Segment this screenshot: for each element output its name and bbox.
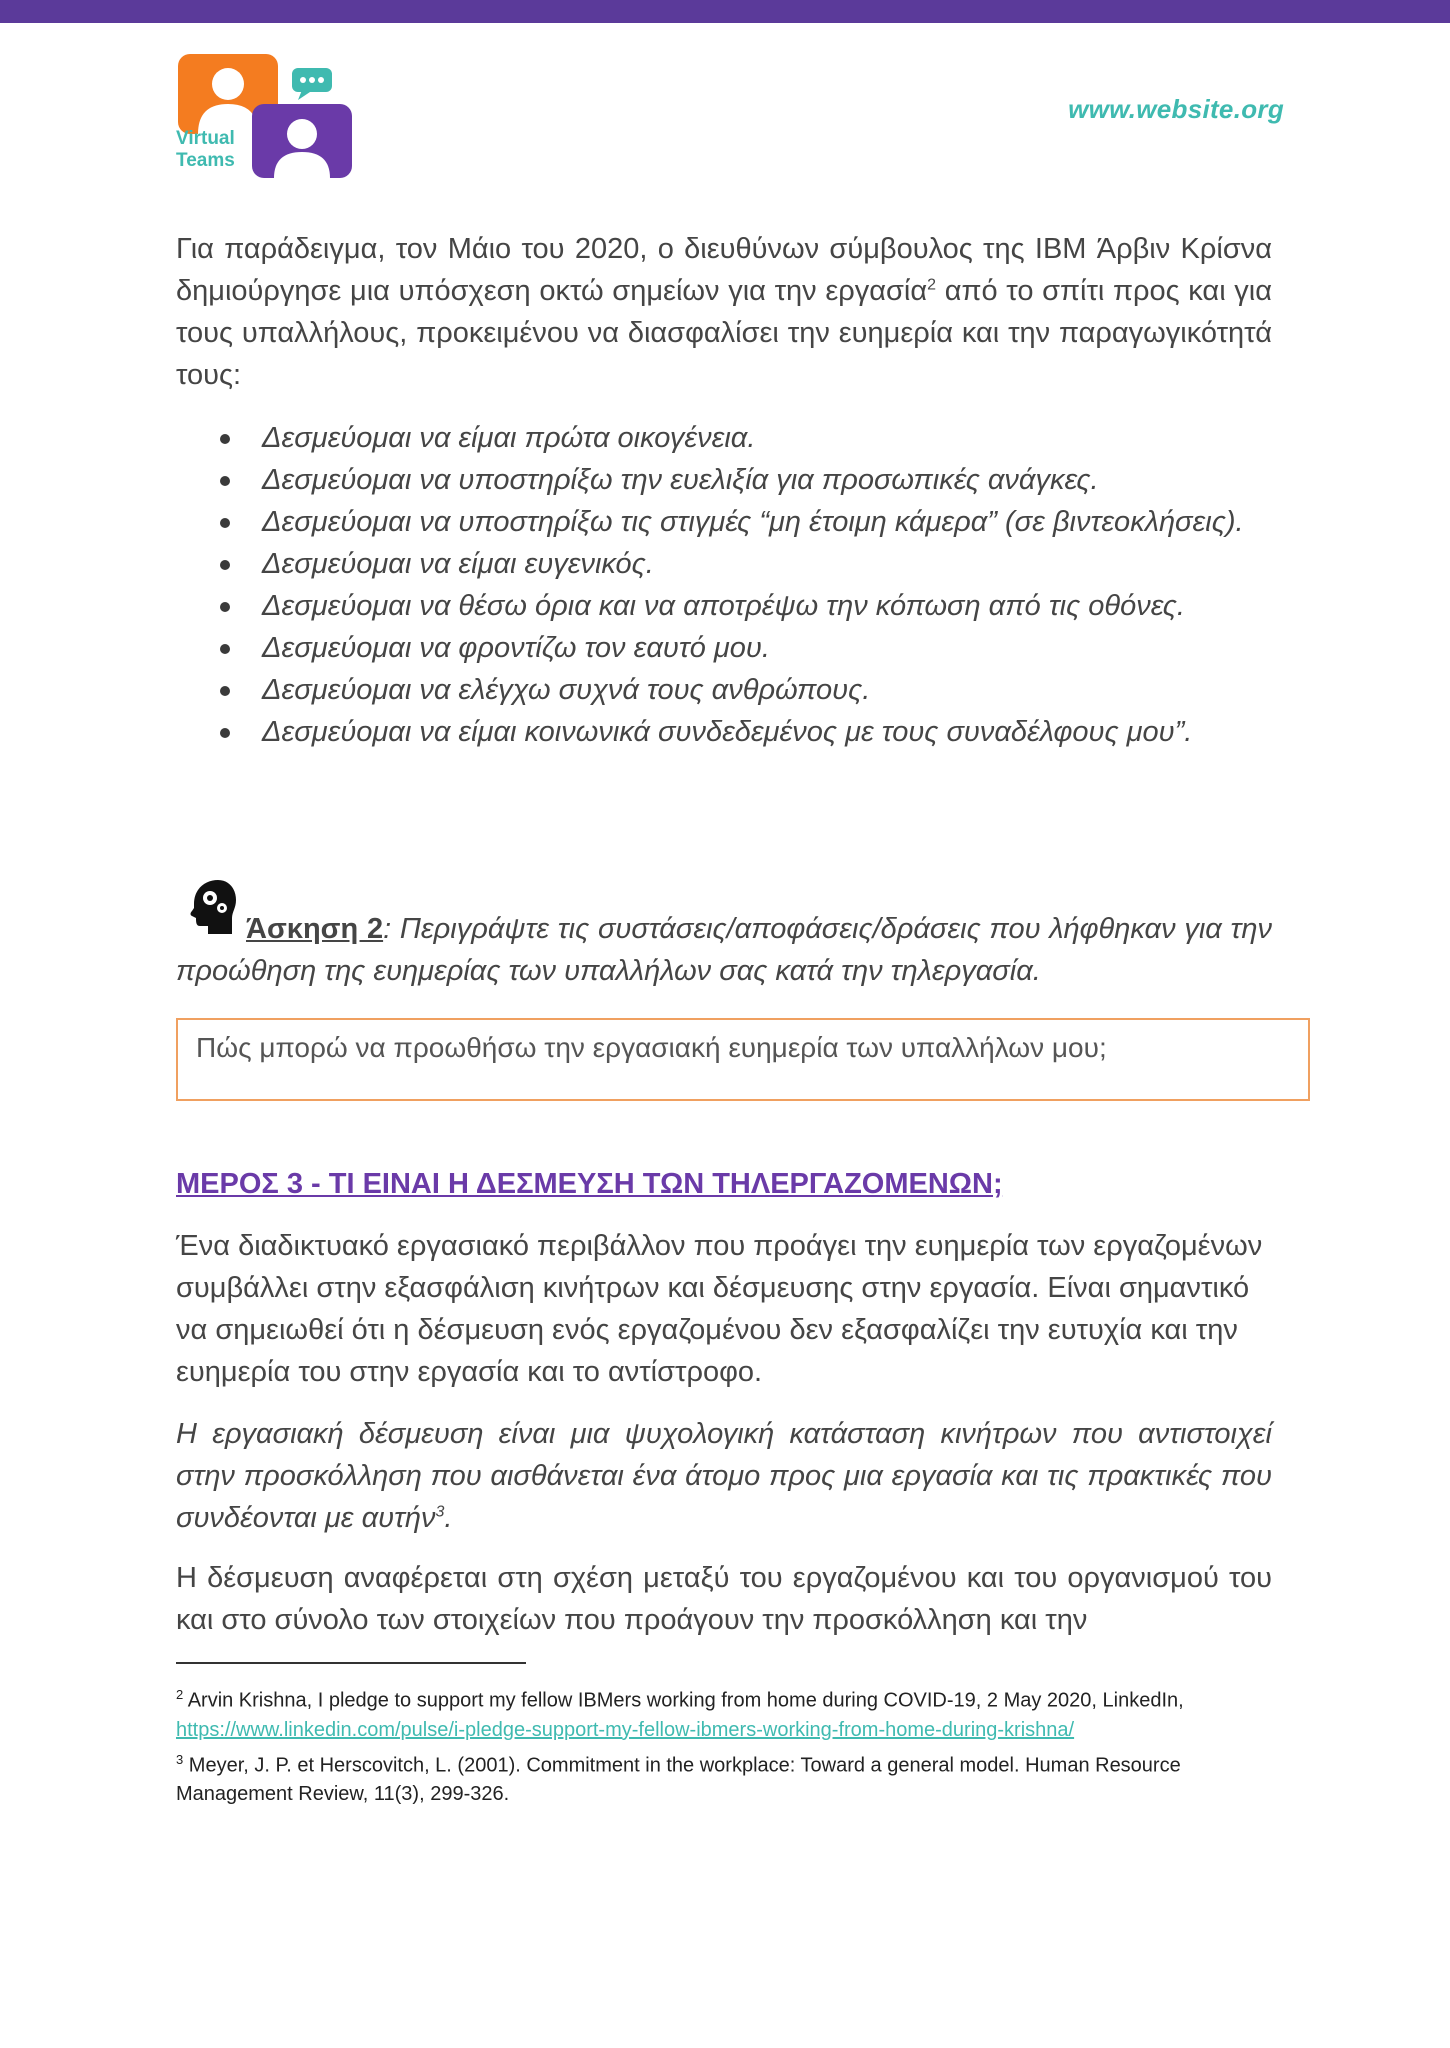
body-paragraph-1-block xyxy=(176,1225,1272,1393)
bullet-dot-icon xyxy=(220,644,230,654)
list-item: Δεσμεύομαι να είμαι κοινωνικά συνδεδεμένος με τους συναδέλφους μου”. xyxy=(220,711,1272,753)
footnote-3-number: 3 xyxy=(176,1751,184,1767)
logo-text-line2: Teams xyxy=(176,150,235,171)
footnote-ref-2[interactable]: 2 xyxy=(927,276,937,294)
exercise-text: Περιγράψτε τις συστάσεις/αποφάσεις/δράσεις που λήφθηκαν για την προώθηση της ευημερίας των υπαλλήλων σας κατά την τηλεργασία. xyxy=(176,913,1272,987)
body-paragraph-3: Η δέσμευση αναφέρεται στη σχέση μεταξύ του εργαζομένου και του οργανισμού του και στο σύνολο των στοιχείων που προάγουν την προσκόλληση και την xyxy=(176,1562,1272,1636)
list-item: Δεσμεύομαι να ελέγχω συχνά τους ανθρώπους. xyxy=(220,669,1272,711)
body-paragraph-2-end: . xyxy=(444,1502,453,1534)
top-bar xyxy=(0,0,1450,23)
exercise-separator: : xyxy=(383,913,400,945)
bullet-dot-icon xyxy=(220,560,230,570)
list-item: Δεσμεύομαι να είμαι ευγενικός. xyxy=(220,543,1272,585)
intro-text: Για παράδειγμα, τον Μάιο του 2020, ο διευθύνων σύμβουλος της IBM Άρβιν Κρίσνα δημιούργησε μια υπόσχεση οκτώ σημείων για την εργασία xyxy=(176,233,1272,307)
footnote-divider xyxy=(176,1662,526,1664)
website-link[interactable]: www.website.org xyxy=(1068,94,1284,124)
intro-paragraph xyxy=(176,228,1272,396)
bullet-dot-icon xyxy=(220,602,230,612)
list-item: Δεσμεύομαι να φροντίζω τον εαυτό μου. xyxy=(220,627,1272,669)
footnote-3 xyxy=(176,1745,1276,1810)
footnote-2 xyxy=(176,1680,1276,1716)
bullet-dot-icon xyxy=(220,686,230,696)
answer-box-question: Πώς μπορώ να προωθήσω την εργασιακή ευημερία των υπαλλήλων μου; xyxy=(196,1032,1107,1063)
body-paragraph-2 xyxy=(176,1413,1272,1539)
intro-paragraph-block xyxy=(176,228,1272,396)
bullet-dot-icon xyxy=(220,518,230,528)
footnote-2-text: Arvin Krishna, I pledge to support my fellow IBMers working from home during COVID-19, 2 May 2020, LinkedIn, xyxy=(183,1689,1184,1712)
body-paragraph-2-text: Η εργασιακή δέσμευση είναι μια ψυχολογική κατάσταση κινήτρων που αντιστοιχεί στην προσκόλληση που αισθάνεται ένα άτομο προς μια εργασία και τις πρακτικές που συνδέονται με αυτήν xyxy=(176,1418,1272,1534)
intro-text-after: από το σπίτι προς και για τους υπαλλήλους, προκειμένου να διασφαλίσει την ευημερία και την παραγωγικότητά τους: xyxy=(176,275,1273,391)
body-paragraph-3-block xyxy=(176,1557,1272,1641)
list-item: Δεσμεύομαι να θέσω όρια και να αποτρέψω την κόπωση από τις οθόνες. xyxy=(220,585,1272,627)
list-item: Δεσμεύομαι να υποστηρίξω τις στιγμές “μη έτοιμη κάμερα” (σε βιντεοκλήσεις). xyxy=(220,501,1272,543)
bullet-dot-icon xyxy=(220,434,230,444)
list-item: Δεσμεύομαι να υποστηρίξω την ευελιξία για προσωπικές ανάγκες. xyxy=(220,459,1272,501)
section-title: ΜΕΡΟΣ 3 - ΤΙ ΕΙΝΑΙ Η ΔΕΣΜΕΥΣΗ ΤΩΝ ΤΗΛΕΡΓΑΖΟΜΕΝΩΝ; xyxy=(176,1168,1003,1200)
footnotes xyxy=(176,1680,1276,1809)
body-paragraph-1: Ένα διαδικτυακό εργασιακό περιβάλλον που προάγει την ευημερία των εργαζομένων συμβάλλει στην εξασφάλιση κινήτρων και δέσμευσης στην εργασία. Είναι σημαντικό να σημειωθεί ότι η δέσμευση ενός εργαζομένου δεν εξασφαλίζει την ευτυχία και την ευημερία του στην εργασία και το αντίστροφο. xyxy=(176,1230,1263,1388)
exercise-2 xyxy=(176,908,1272,992)
footnote-3-text: Meyer, J. P. et Herscovitch, L. (2001). Commitment in the workplace: Toward a general model. Human Resource Management Review, 11(3), 299-326. xyxy=(176,1754,1181,1806)
bullet-dot-icon xyxy=(220,476,230,486)
footnote-2-number: 2 xyxy=(176,1687,184,1702)
exercise-label: Άσκηση 2 xyxy=(246,913,384,945)
logo-text-line1: Virtual xyxy=(176,128,235,149)
pledge-list xyxy=(220,417,1272,753)
footnote-ref-3[interactable]: 3 xyxy=(435,1503,445,1521)
footnote-2-link[interactable]: https://www.linkedin.com/pulse/i-pledge-support-my-fellow-ibmers-working-from-home-during-krishna/ xyxy=(176,1718,1075,1741)
bullet-dot-icon xyxy=(220,728,230,738)
answer-box[interactable] xyxy=(176,1018,1310,1101)
list-item: Δεσμεύομαι να είμαι πρώτα οικογένεια. xyxy=(220,417,1272,459)
body-paragraph-2-block xyxy=(176,1413,1272,1539)
logo-text xyxy=(176,128,235,172)
